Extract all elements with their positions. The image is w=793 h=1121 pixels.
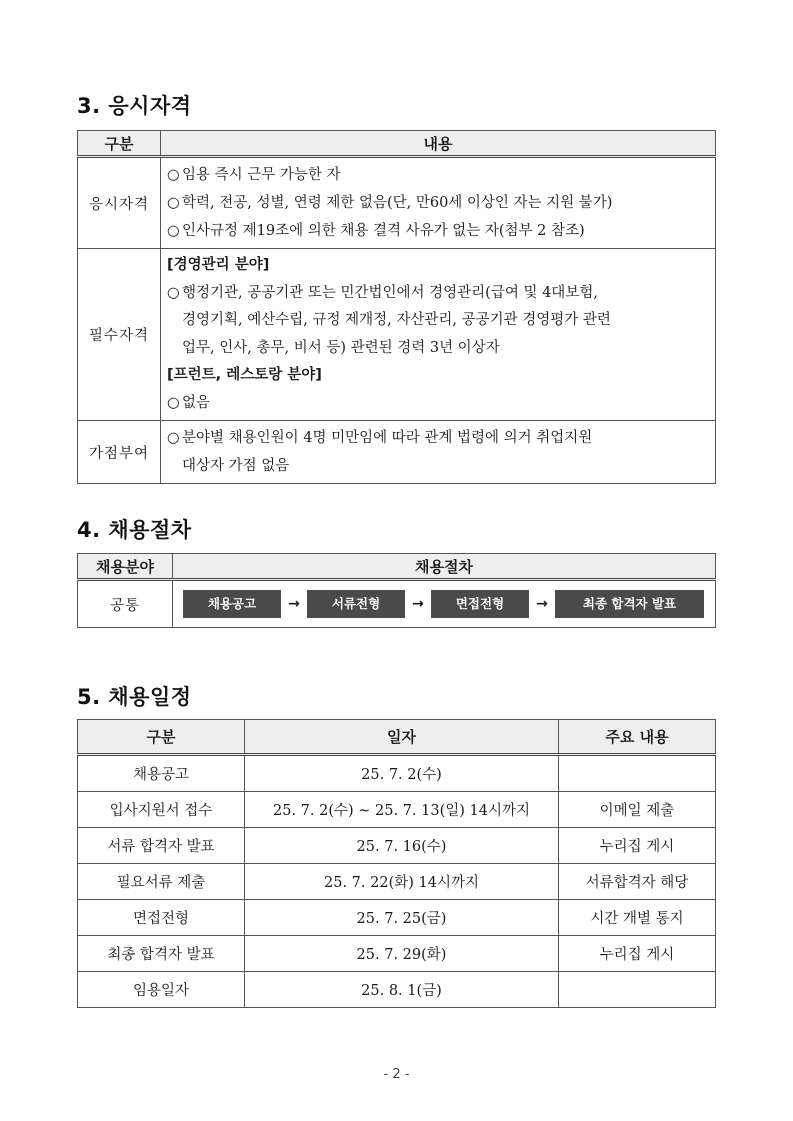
schedule-note: 시간 개별 통지 <box>559 900 716 936</box>
schedule-category: 채용공고 <box>78 755 245 792</box>
schedule-date: 25. 7. 2(수) <box>245 755 559 792</box>
arrow-right-icon: → <box>536 596 548 612</box>
schedule-date: 25. 7. 22(화) 14시까지 <box>245 864 559 900</box>
schedule-category: 입사지원서 접수 <box>78 792 245 828</box>
schedule-category: 면접전형 <box>78 900 245 936</box>
table-row <box>78 828 716 864</box>
table-row <box>78 972 716 1008</box>
bonus-line: 분야별 채용인원이 4명 미만임에 따라 관계 법령에 의거 취업지원 <box>182 430 593 446</box>
schedule-note: 누리집 게시 <box>559 828 716 864</box>
qualification-header-content: 내용 <box>161 131 716 157</box>
schedule-date: 25. 8. 1(금) <box>245 972 559 1008</box>
procedure-steps <box>173 580 716 628</box>
schedule-note: 누리집 게시 <box>559 936 716 972</box>
schedule-category: 서류 합격자 발표 <box>78 828 245 864</box>
row-label-required: 필수자격 <box>78 249 161 421</box>
bullet-icon: ○ <box>167 284 180 301</box>
schedule-header-note: 주요 내용 <box>559 720 716 755</box>
required-line: 없음 <box>182 394 211 411</box>
table-row <box>78 755 716 792</box>
qualification-table <box>77 130 716 484</box>
schedule-note <box>559 755 716 792</box>
procedure-field: 공통 <box>78 580 173 628</box>
schedule-category: 필요서류 제출 <box>78 864 245 900</box>
required-line: 행정기관, 공공기관 또는 민간법인에서 경영관리(급여 및 4대보험, <box>182 284 598 301</box>
bullet-icon: ○ <box>167 394 180 411</box>
required-line: 경영기획, 예산수립, 규정 제개정, 자산관리, 공공기관 경영평가 관련 <box>182 312 611 328</box>
schedule-date: 25. 7. 29(화) <box>245 936 559 972</box>
schedule-date: 25. 7. 2(수) ~ 25. 7. 13(일) 14시까지 <box>245 792 559 828</box>
bullet-icon: ○ <box>167 195 180 211</box>
schedule-date: 25. 7. 25(금) <box>245 900 559 936</box>
schedule-table <box>77 719 716 1008</box>
schedule-header-category: 구분 <box>78 720 245 755</box>
section-3-title: 3. 응시자격 <box>77 94 192 118</box>
section-4-title: 4. 채용절차 <box>77 518 192 542</box>
section-5-title: 5. 채용일정 <box>77 685 192 709</box>
procedure-header-field: 채용분야 <box>78 554 173 580</box>
required-line: 업무, 인사, 총무, 비서 등) 관련된 경력 3년 이상자 <box>182 339 500 356</box>
bullet-icon: ○ <box>167 167 180 183</box>
table-row <box>78 864 716 900</box>
schedule-header-date: 일자 <box>245 720 559 755</box>
eligibility-line: 인사규정 제19조에 의한 채용 결격 사유가 없는 자(첨부 2 참조) <box>182 223 585 239</box>
bonus-content <box>161 421 716 484</box>
arrow-right-icon: → <box>288 596 300 612</box>
bullet-icon: ○ <box>167 430 180 446</box>
schedule-note <box>559 972 716 1008</box>
procedure-table <box>77 553 716 628</box>
table-row <box>78 792 716 828</box>
eligibility-content <box>161 157 716 249</box>
page-number: - 2 - <box>383 1067 410 1082</box>
schedule-note: 이메일 제출 <box>559 792 716 828</box>
arrow-right-icon: → <box>412 596 424 612</box>
table-row <box>78 936 716 972</box>
required-content <box>161 249 716 421</box>
schedule-category: 최종 합격자 발표 <box>78 936 245 972</box>
field-heading-front-restaurant: [프런트, 레스토랑 분야] <box>167 367 322 383</box>
schedule-note: 서류합격자 해당 <box>559 864 716 900</box>
row-label-bonus: 가점부여 <box>78 421 161 484</box>
eligibility-line: 임용 즉시 근무 가능한 자 <box>182 167 341 183</box>
schedule-category: 임용일자 <box>78 972 245 1008</box>
procedure-header-steps: 채용절차 <box>173 554 716 580</box>
schedule-date: 25. 7. 16(수) <box>245 828 559 864</box>
row-label-eligibility: 응시자격 <box>78 157 161 249</box>
eligibility-line: 학력, 전공, 성별, 연령 제한 없음(단, 만60세 이상인 자는 지원 불가) <box>182 195 613 211</box>
step-box: 채용공고 <box>183 590 281 618</box>
qualification-header-category: 구분 <box>78 131 161 157</box>
bonus-line: 대상자 가점 없음 <box>182 458 290 474</box>
step-box: 면접전형 <box>431 590 529 618</box>
field-heading-management: [경영관리 분야] <box>167 257 270 273</box>
step-box: 서류전형 <box>307 590 405 618</box>
step-box: 최종 합격자 발표 <box>555 590 704 618</box>
table-row <box>78 900 716 936</box>
bullet-icon: ○ <box>167 223 180 239</box>
